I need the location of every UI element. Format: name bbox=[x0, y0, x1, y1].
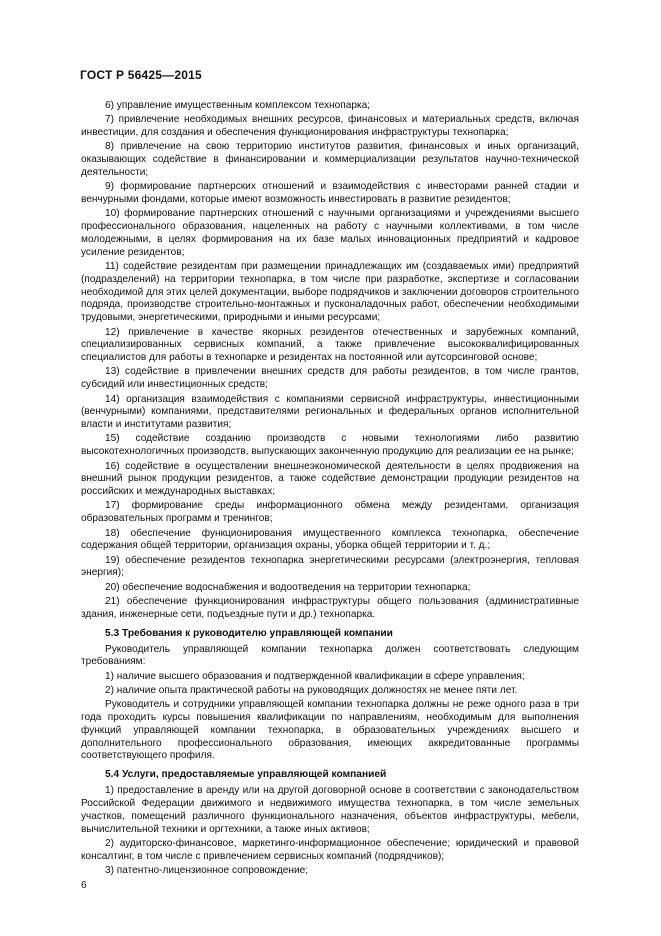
list-item: 3) патентно-лицензионное сопровождение; bbox=[105, 865, 309, 877]
list-item: 21) обеспечение функционирования инфраструктуры общего пользования (административные здания, инженерные сети, подъездные пути и др.) технопарка. bbox=[81, 595, 579, 620]
document-header: ГОСТ Р 56425—2015 bbox=[80, 68, 202, 82]
list-item: 13) содействие в привлечении внешних средств для работы резидентов, в том числе грантов, субсидий или инвестиционных средств; bbox=[81, 366, 579, 391]
list-item: 16) содействие в осуществлении внешнеэкономической деятельности в целях продвижения на внешний рынок продукции резидентов, а также содействие демонстрации продукции резидентов на российских и международных выставках; bbox=[81, 460, 579, 498]
section-heading-5-3: 5.3 Требования к руководителю управляющей компании bbox=[105, 627, 393, 639]
list-item: 7) привлечение необходимых внешних ресурсов, финансовых и материальных средств, включая инвестиции, для создания и обеспечения функционирования инфраструктуры технопарка; bbox=[81, 114, 579, 139]
list-item: 11) содействие резидентам при размещении принадлежащих им (создаваемых ими) предприятий (подразделений) на территории технопарка, в том числе при разработке, экспертизе и согласовании необходимой для этих целей документации, выборе подрядчиков и заключении договоров строительного подряда, производстве строительно-монтажных и пусконаладочных работ, обеспечении необходимыми трудовыми, энергетическими, природными и иными ресурсами; bbox=[81, 261, 579, 324]
list-item: 14) организация взаимодействия с компаниями сервисной инфраструктуры, инвестиционными (венчурными) компаниями, представителями региональных и федеральных органов исполнительной власти и институтами развития; bbox=[81, 393, 579, 431]
section-5-3-intro: Руководитель управляющей компании технопарка должен соответствовать следующим требованиям: bbox=[81, 643, 579, 668]
list-item: 12) привлечение в качестве якорных резидентов отечественных и зарубежных компаний, специализированных сервисных компаний, а также привлечение высококвалифицированных специалистов для работы в технопарке и резидентах на постоянной или аутсорсинговой основе; bbox=[81, 326, 579, 364]
list-item: 10) формирование партнерских отношений с научными организациями и учреждениями высшего профессионального образования, нацеленных на работу с научными коллективами, в том числе молодежными, в целях формирования на их базе малых инновационных предприятий и кадровое усиление резидентов; bbox=[81, 208, 579, 258]
section-heading-5-4: 5.4 Услуги, предоставляемые управляющей компанией bbox=[105, 769, 387, 781]
list-item: 1) наличие высшего образования и подтвержденной квалификации в сфере управления; bbox=[105, 670, 525, 682]
list-item: 18) обеспечение функционирования имущественного комплекса технопарка, обеспечение содержания общей территории, организация охраны, уборка общей территории и т. д.; bbox=[81, 527, 579, 552]
section-5-3-closing: Руководитель и сотрудники управляющей компании технопарка должны не реже одного раза в три года проходить курсы повышения квалификации по направлениям, необходимым для выполнения функций управляющей компании технопарка, в образовательных учреждениях высшего и дополнительного профессионального образования, имеющих аккредитованные программы соответствующего профиля. bbox=[81, 699, 579, 762]
list-item: 2) аудиторско-финансовое, маркетинго-информационное обеспечение; юридический и правовой консалтинг, в том числе с привлечением сервисных компаний (подрядчиков); bbox=[81, 837, 579, 862]
list-item: 19) обеспечение резидентов технопарка энергетическими ресурсами (электроэнергия, тепловая энергия); bbox=[81, 554, 579, 579]
list-item: 15) содействие созданию производств с новыми технологиями либо развитию высокотехнологичных производств, выпускающих законченную продукцию для реализации ее на рынке; bbox=[81, 433, 579, 458]
list-item: 8) привлечение на свою территорию институтов развития, финансовых и иных организаций, оказывающих содействие в финансировании и коммерциализации результатов научно-технической деятельности; bbox=[81, 141, 579, 178]
page-number: 6 bbox=[81, 880, 87, 891]
list-item: 20) обеспечение водоснабжения и водоотведения на территории технопарка; bbox=[105, 581, 471, 593]
page-content bbox=[81, 100, 579, 879]
list-item: 1) предоставление в аренду или на другой договорной основе в соответствии с законодательством Российской Федерации движимого и недвижимого имущества технопарка, в том числе земельных участков, помещений различного функционального назначения, объектов инфраструктуры, мебели, вычислительной техники и оргтехники, а также иных активов; bbox=[81, 785, 579, 835]
list-item: 2) наличие опыта практической работы на руководящих должностях не менее пяти лет. bbox=[105, 684, 518, 696]
list-item: 9) формирование партнерских отношений и взаимодействия с инвесторами ранней стадии и венчурными фондами, которые имеют возможность инвестировать в развитие резидентов; bbox=[81, 181, 579, 206]
list-item: 17) формирование среды информационного обмена между резидентами, организация образовательных программ и тренингов; bbox=[81, 500, 579, 525]
list-item: 6) управление имущественным комплексом технопарка; bbox=[105, 100, 370, 111]
